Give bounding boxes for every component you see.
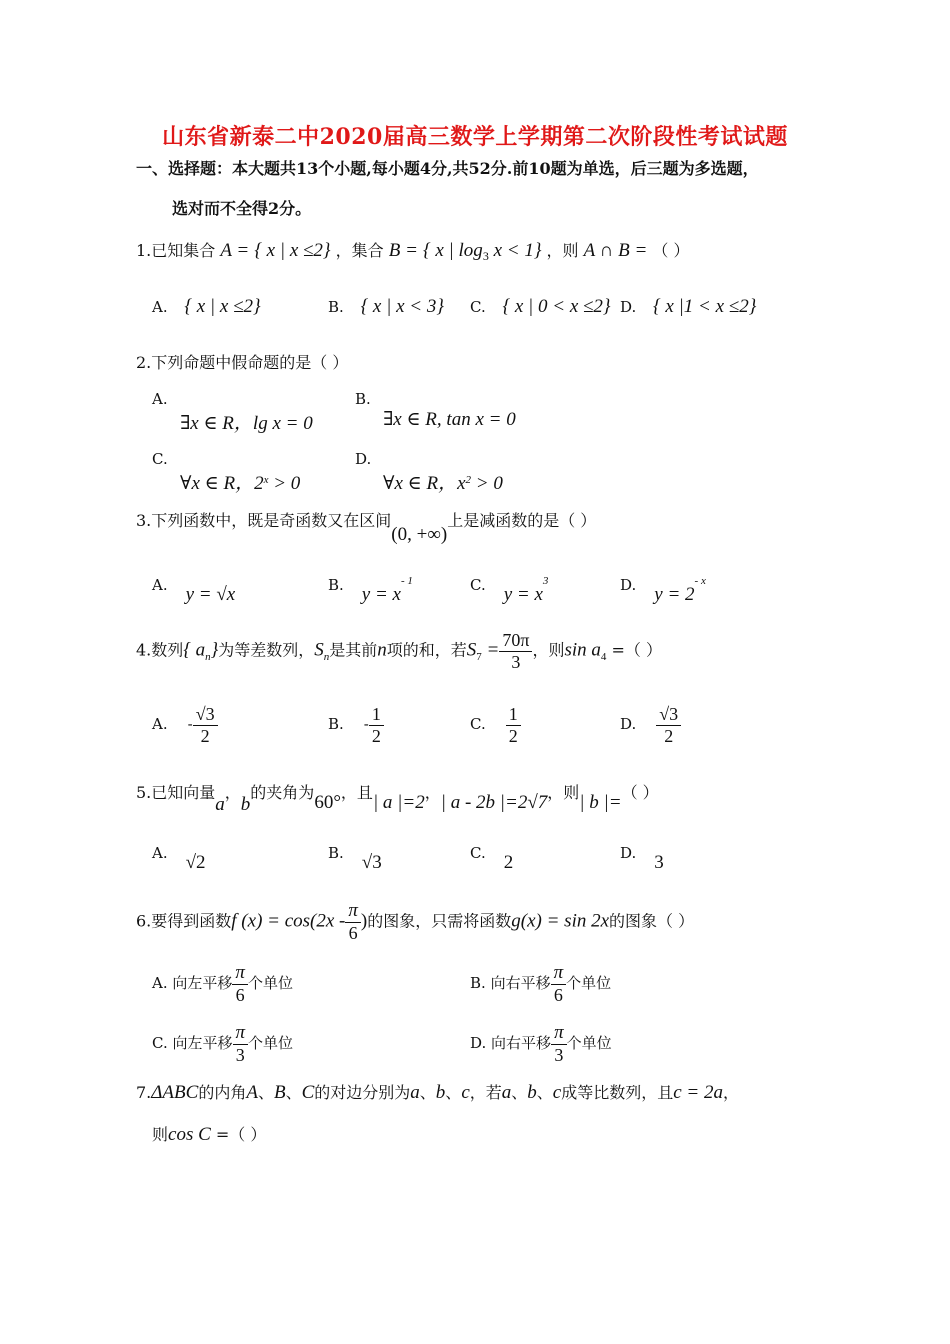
q6-option-b: B. 向右平移 $\frac{\pi}{6}$ 个单位	[470, 962, 612, 1005]
q4-option-d: D. $\frac{√3}{2}$	[620, 704, 681, 746]
q1-text: ，则	[546, 241, 579, 260]
q4-option-c: C. $\frac{1}{2}$	[470, 704, 521, 746]
q1-math-intersection: A ∩ B =	[583, 240, 648, 261]
q5-option-a: A. √2	[152, 844, 206, 873]
question-7: 7.ΔABC的内角A、B、C的对边分别为a、b、c，若a、b、c成等比数列，且c = 2a，	[136, 1082, 740, 1103]
q1-text: 1.已知集合	[136, 241, 216, 260]
q1-log-base: 3	[482, 249, 489, 264]
question-6: 6.要得到函数f (x) = cos(2x - $\frac{\pi}{6}$ )的图象，只需将函数g(x) = sin 2x的图象（ ）	[136, 900, 695, 943]
q1-math-a: A =	[220, 240, 250, 261]
question-5: 5.已知向量a，b的夹角为60°，且| a |=2，| a - 2b |=2√7，则| b |=（ ）	[136, 783, 659, 815]
q6-option-c: C. 向左平移 $\frac{\pi}{3}$ 个单位	[152, 1022, 294, 1065]
q1-math-set-b-rest: x < 1}	[488, 240, 542, 261]
q4-fraction: $\frac{70\pi}{3}$	[499, 630, 532, 672]
page-title: 山东省新泰二中2020届高三数学上学期第二次阶段性考试试题	[162, 124, 788, 150]
q1-math-set-a: { x | x ≤2}	[254, 240, 331, 261]
q2-option-d: D. ∀x ∈ R，$x^2 > 0$	[355, 450, 503, 494]
q6-option-a: A. 向左平移 $\frac{\pi}{6}$ 个单位	[152, 962, 293, 1005]
q5-option-d: D. 3	[620, 844, 664, 873]
q4-option-b: B. - $\frac{1}{2}$	[328, 704, 384, 746]
q1-text: ，集合	[335, 241, 384, 260]
section-heading: 一、选择题：本大题共13个小题,每小题4分,共52分.前10题为单选，后三题为多选题，	[136, 159, 759, 178]
question-1	[136, 238, 689, 264]
q3-option-c: C. $y = x^3$	[470, 575, 549, 605]
q3-interval: (0, +∞)	[391, 524, 448, 545]
q6-option-d: D. 向右平移 $\frac{\pi}{3}$ 个单位	[470, 1022, 612, 1065]
q2-option-c: C. ∀x ∈ R，$2^x > 0$	[152, 450, 301, 494]
q3-option-d: D. $y = 2^{- x}$	[620, 575, 706, 605]
q5-option-b: B. √3	[328, 844, 382, 873]
q1-math-set-b: { x | log	[423, 240, 483, 261]
question-7-cont: 则cos C =（ ）	[152, 1124, 267, 1145]
question-2: 2.下列命题中假命题的是（ ）	[136, 353, 349, 372]
q3-option-b: B. $y = x^{- 1}$	[328, 575, 413, 605]
q1-answer-blank: （ ）	[652, 241, 690, 260]
q5-option-c: C. 2	[470, 844, 514, 873]
q1-math-b: B =	[388, 240, 418, 261]
q3-option-a: A. y = √x	[152, 576, 236, 605]
q1-option-c: C. { x | 0 < x ≤2}	[470, 296, 611, 317]
q1-option-d: D. { x |1 < x ≤2}	[620, 296, 757, 317]
q2-option-b: B. ∃x ∈ R, tan x = 0	[355, 390, 516, 430]
question-4: 4.数列{ $a_n$}为等差数列，$S_n$是其前n项的和，若$S_7$ = $\frac{70\pi}{3}$ ，则$\sin a_4$ =（ ）	[136, 630, 663, 672]
q1-option-b: B. { x | x < 3}	[328, 296, 444, 317]
section-heading-cont: 选对而不全得2分。	[172, 199, 312, 218]
q4-option-a: A. - $\frac{√3}{2}$	[152, 704, 218, 746]
q1-option-a: A. { x | x ≤2}	[152, 296, 261, 317]
q2-option-a: A. ∃x ∈ R，lg x = 0	[152, 390, 313, 434]
question-3: 3.下列函数中，既是奇函数又在区间(0, +∞)上是减函数的是（ ）	[136, 511, 597, 545]
